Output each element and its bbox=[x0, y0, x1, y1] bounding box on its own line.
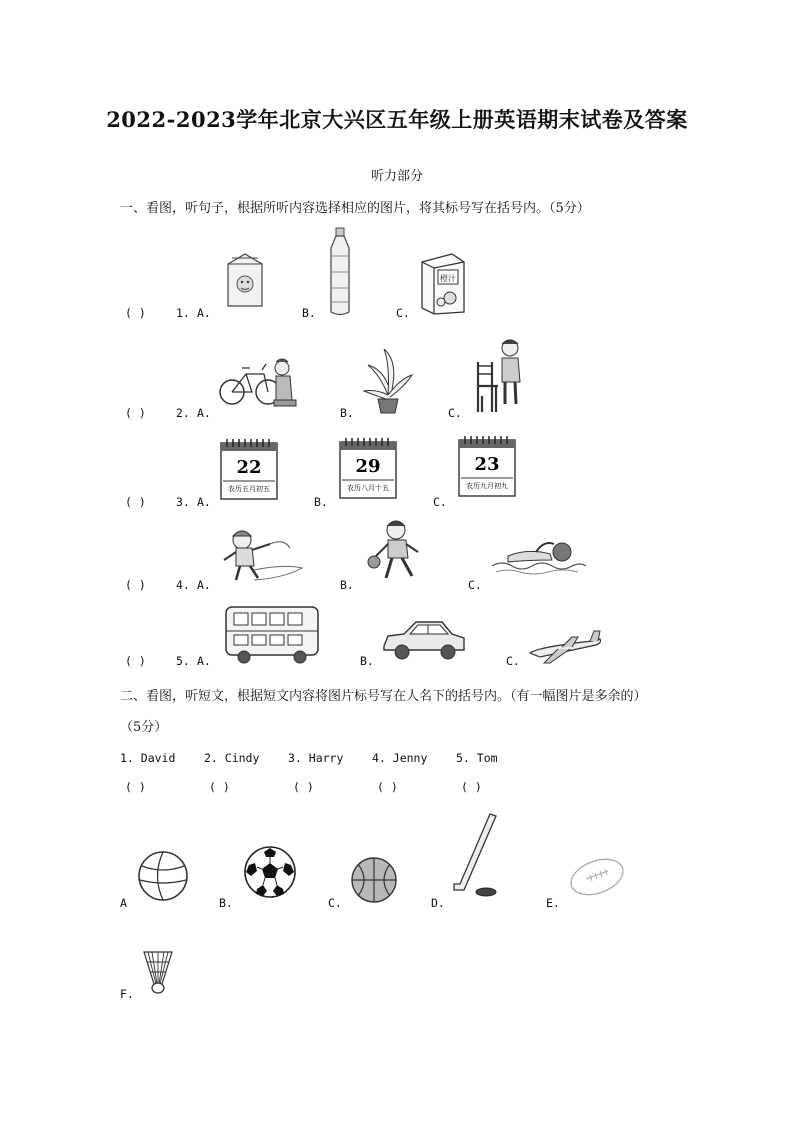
part2-instruction-points: （5分） bbox=[120, 720, 168, 735]
hockey-stick-icon bbox=[450, 810, 506, 902]
answer-bracket[interactable]: ( ) bbox=[125, 495, 146, 509]
answer-bracket[interactable]: ( ) bbox=[125, 306, 146, 320]
option-label: B. bbox=[360, 654, 374, 668]
rugby-ball-icon bbox=[568, 855, 626, 899]
answer-bracket[interactable]: ( ) bbox=[125, 780, 146, 794]
juice-box-icon bbox=[418, 250, 468, 316]
calendar-day: 29 bbox=[355, 456, 381, 477]
option-label: E. bbox=[546, 896, 560, 910]
option-label: D. bbox=[431, 896, 445, 910]
calendar-lunar: 农历五月初五 bbox=[228, 485, 270, 493]
name-item: 4. Jenny bbox=[372, 751, 428, 765]
option-label: B. bbox=[219, 896, 233, 910]
option-label: C. bbox=[328, 896, 342, 910]
swimmer-icon bbox=[488, 536, 588, 580]
soccer-ball-icon bbox=[243, 845, 297, 899]
calendar-lunar: 农历八月十五 bbox=[347, 484, 389, 492]
option-label: B. bbox=[340, 406, 354, 420]
question-number: 4. bbox=[176, 578, 190, 592]
name-item: 1. David bbox=[120, 751, 176, 765]
calendar-day: 22 bbox=[236, 457, 262, 478]
page-title: 2022-2023学年北京大兴区五年级上册英语期末试卷及答案 bbox=[106, 107, 688, 132]
option-label: A. bbox=[197, 306, 211, 320]
basketball-icon bbox=[350, 856, 398, 904]
boy-with-chair-icon bbox=[472, 336, 526, 414]
airplane-icon bbox=[528, 627, 604, 665]
question-number: 5. bbox=[176, 654, 190, 668]
option-label: B. bbox=[302, 306, 316, 320]
option-label: A bbox=[120, 896, 127, 910]
option-label: B. bbox=[314, 495, 328, 509]
juice-label: 橙汁 bbox=[440, 274, 456, 283]
boy-fixing-bike-icon bbox=[218, 348, 298, 414]
volleyball-icon bbox=[136, 850, 190, 902]
water-bottle-icon bbox=[325, 226, 355, 318]
option-label: C. bbox=[396, 306, 410, 320]
question-number: 2. bbox=[176, 406, 190, 420]
option-label: F. bbox=[120, 987, 134, 1001]
answer-bracket[interactable]: ( ) bbox=[461, 780, 482, 794]
skating-child-icon bbox=[214, 524, 306, 584]
question-number: 3. bbox=[176, 495, 190, 509]
option-label: C. bbox=[448, 406, 462, 420]
option-label: A. bbox=[197, 578, 211, 592]
option-label: C. bbox=[468, 578, 482, 592]
name-item: 3. Harry bbox=[288, 751, 344, 765]
question-number: 1. bbox=[176, 306, 190, 320]
calendar-day: 23 bbox=[474, 454, 500, 475]
shuttlecock-icon bbox=[140, 948, 176, 996]
basketball-player-icon bbox=[364, 518, 426, 582]
double-decker-bus-icon bbox=[222, 603, 322, 665]
option-label: C. bbox=[506, 654, 520, 668]
name-item: 5. Tom bbox=[456, 751, 498, 765]
part2-instruction: 二、看图，听短文，根据短文内容将图片标号写在人名下的括号内。（有一幅图片是多余的） bbox=[120, 689, 647, 704]
calendar-lunar: 农历九月初九 bbox=[466, 482, 508, 490]
option-label: C. bbox=[433, 495, 447, 509]
option-label: A. bbox=[197, 495, 211, 509]
potted-plant-icon bbox=[360, 345, 416, 415]
calendar-icon bbox=[338, 436, 398, 500]
option-label: A. bbox=[197, 654, 211, 668]
car-icon bbox=[380, 616, 468, 662]
answer-bracket[interactable]: ( ) bbox=[125, 654, 146, 668]
calendar-icon bbox=[219, 437, 279, 501]
section-heading: 听力部分 bbox=[370, 169, 423, 184]
answer-bracket[interactable]: ( ) bbox=[293, 780, 314, 794]
option-label: B. bbox=[340, 578, 354, 592]
calendar-icon bbox=[457, 434, 517, 498]
answer-bracket[interactable]: ( ) bbox=[377, 780, 398, 794]
milk-carton-icon bbox=[220, 250, 270, 310]
answer-bracket[interactable]: ( ) bbox=[209, 780, 230, 794]
answer-bracket[interactable]: ( ) bbox=[125, 406, 146, 420]
name-item: 2. Cindy bbox=[204, 751, 260, 765]
answer-bracket[interactable]: ( ) bbox=[125, 578, 146, 592]
option-label: A. bbox=[197, 406, 211, 420]
part1-instruction: 一、看图，听句子，根据所听内容选择相应的图片，将其标号写在括号内。（5分） bbox=[120, 201, 590, 216]
